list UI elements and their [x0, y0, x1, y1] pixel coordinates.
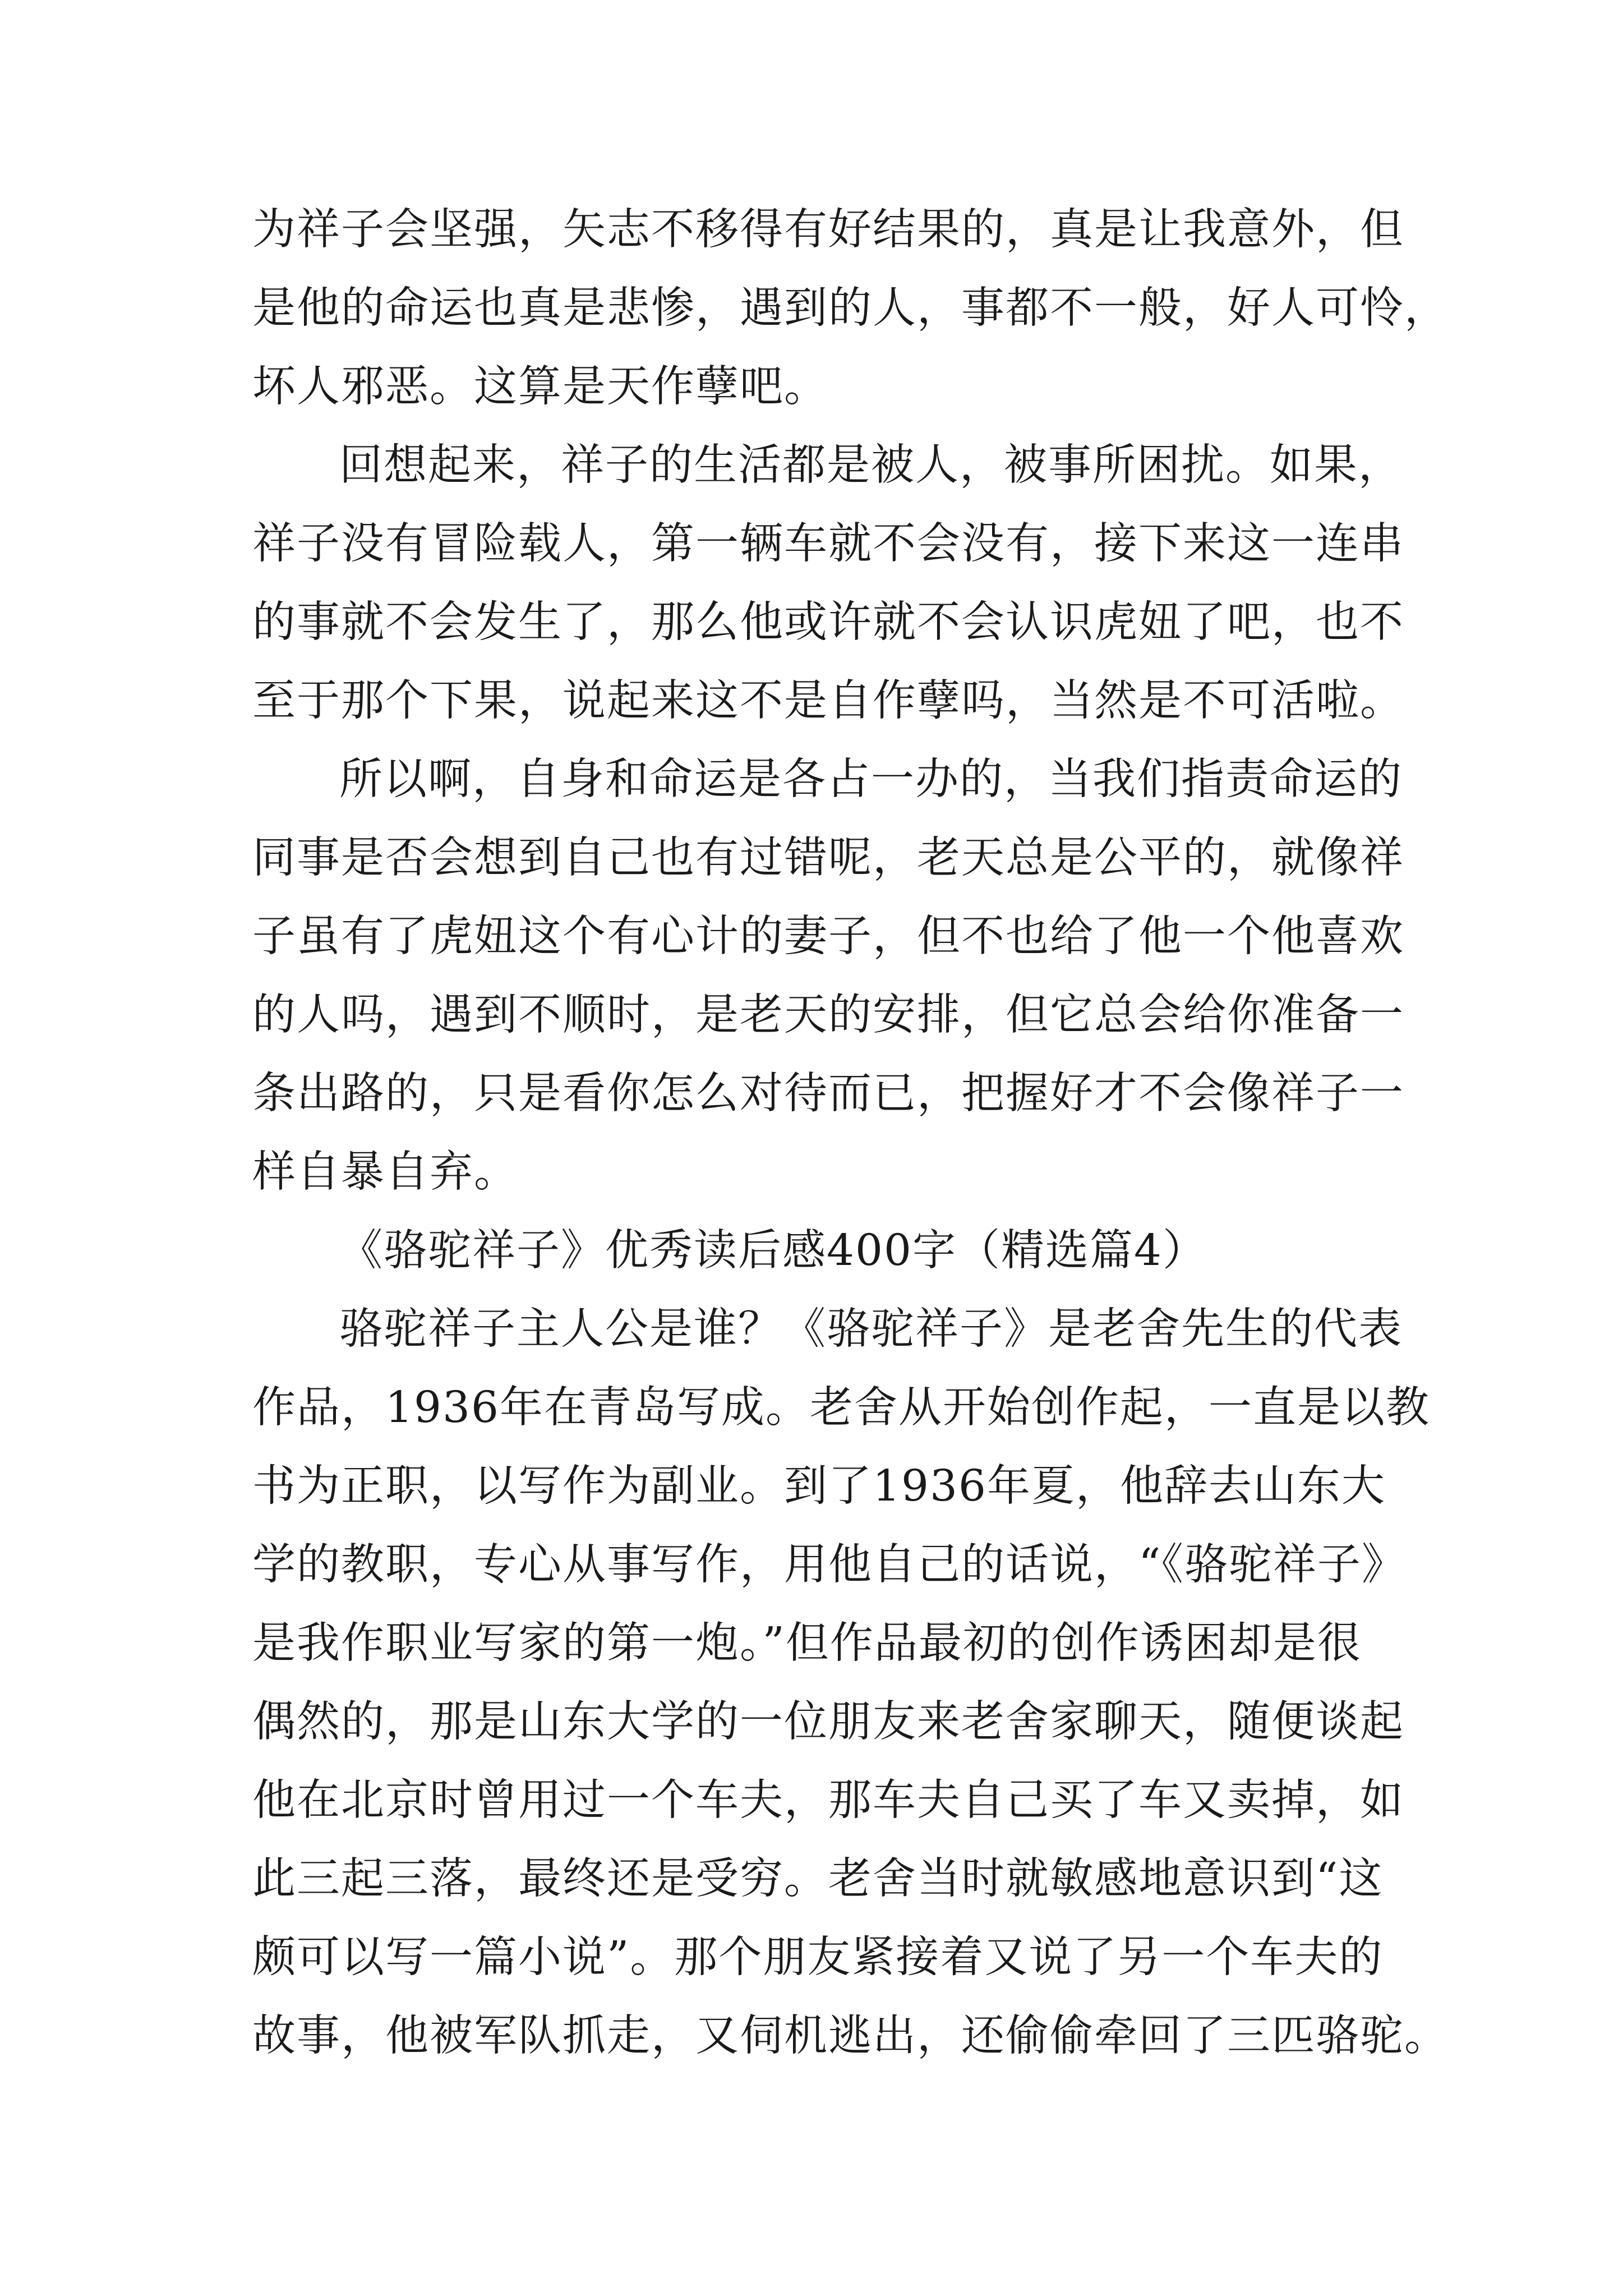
text-line: 是我作职业写家的第一炮。”但作品最初的创作诱困却是很: [252, 1618, 1362, 1668]
text-line: 《骆驼祥子》优秀读后感400字（精选篇4）: [339, 1226, 1207, 1276]
text-line: 子虽有了虎妞这个有心计的妻子，但不也给了他一个他喜欢: [252, 912, 1404, 961]
text-line: 至于那个下果，说起来这不是自作孽吗，当然是不可活啦。: [252, 676, 1404, 726]
text-line: 条出路的，只是看你怎么对待而已，把握好才不会像祥子一: [252, 1069, 1404, 1119]
text-line: 偶然的，那是山东大学的一位朋友来老舍家聊天，随便谈起: [252, 1697, 1404, 1747]
text-line: 回想起来，祥子的生活都是被人，被事所困扰。如果，: [339, 440, 1403, 490]
text-line: 故事，他被军队抓走，又伺机逃出，还偷偷牵回了三匹骆驼。: [252, 2011, 1449, 2061]
text-line: 的事就不会发生了，那么他或许就不会认识虎妞了吧，也不: [252, 597, 1404, 647]
text-line: 他在北京时曾用过一个车夫，那车夫自己买了车又卖掉，如: [252, 1775, 1404, 1825]
text-line: 所以啊，自身和命运是各占一办的，当我们指责命运的: [339, 754, 1403, 804]
text-line: 颇可以写一篇小说”。那个朋友紧接着又说了另一个车夫的: [252, 1932, 1384, 1982]
text-line: 书为正职，以写作为副业。到了1936年夏，他辞去山东大: [252, 1461, 1386, 1511]
text-line: 此三起三落，最终还是受穷。老舍当时就敏感地意识到“这: [252, 1854, 1384, 1904]
text-line: 样自暴自弃。: [252, 1147, 518, 1197]
text-line: 骆驼祥子主人公是谁？《骆驼祥子》是老舍先生的代表: [339, 1304, 1403, 1354]
text-line: 学的教职，专心从事写作，用他自己的话说，“《骆驼祥子》: [252, 1540, 1406, 1590]
text-line: 是他的命运也真是悲惨，遇到的人，事都不一般，好人可怜，: [252, 283, 1449, 333]
text-line: 的人吗，遇到不顺时，是老天的安排，但它总会给你准备一: [252, 990, 1404, 1040]
text-line: 为祥子会坚强，矢志不移得有好结果的，真是让我意外，但: [252, 205, 1404, 255]
text-line: 同事是否会想到自己也有过错呢，老天总是公平的，就像祥: [252, 833, 1404, 883]
text-line: 作品，1936年在青岛写成。老舍从开始创作起，一直是以教: [252, 1383, 1430, 1433]
text-line: 坏人邪恶。这算是天作孽吧。: [252, 362, 828, 412]
text-line: 祥子没有冒险载人，第一辆车就不会没有，接下来这一连串: [252, 519, 1404, 569]
